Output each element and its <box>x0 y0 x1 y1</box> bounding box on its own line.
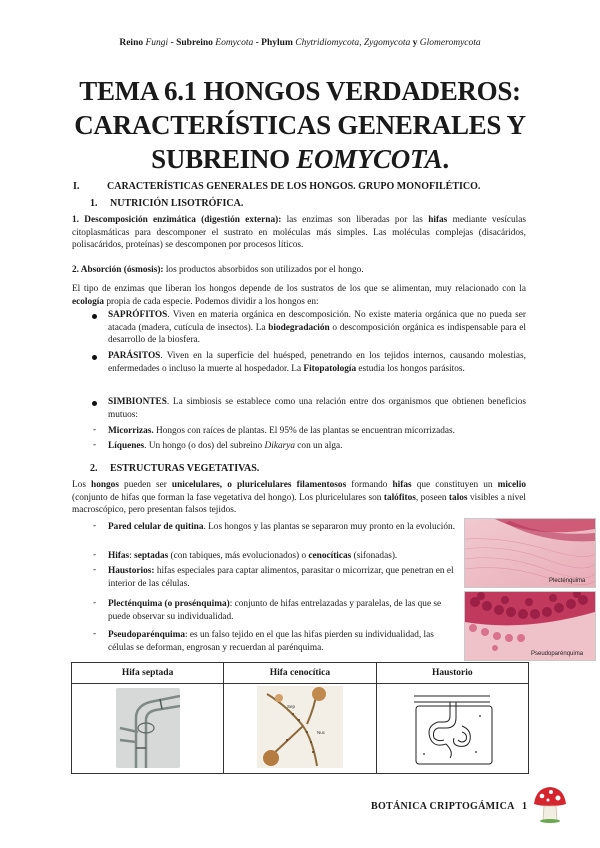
parasitos-text-1: . Viven en la superficie del huésped, penetrando en los tejidos internos, causando molestias, enfermedades o incluso la muerte al hospedador. La <box>108 351 526 374</box>
table-cell-haustorio <box>376 684 528 774</box>
haustorios-label: Haustorios: <box>108 566 155 576</box>
pared-text: . Los hongos y las plantas se separaron muy pronto en la evolución. <box>203 522 455 532</box>
item-haustorios <box>108 565 456 590</box>
digestion-text-2: mediante vesículas citoplasmáticas para descomponer el sustrato en moléculas más simples. Las moléculas complejas (disacáridos, polisacáridos, proteínas) se descomponen por procesos líticos. <box>72 215 527 251</box>
paragraph-absorcion <box>72 264 526 277</box>
estructuras-talofitos: talófitos <box>383 492 416 503</box>
pseudoparenquima-text: : es un falso tejido en el que las hifas pierden su individualidad, las células se deforman, engrosan y recuerdan al parénquima. <box>108 630 434 653</box>
table-header-cenocitica: Hifa cenocítica <box>224 663 376 684</box>
estructuras-t4: que constituyen un <box>411 480 498 490</box>
hifa-septada-image <box>116 688 180 768</box>
estructuras-uni: unicelulares, o pluricelulares filamentosos <box>171 480 347 490</box>
hifas-septadas: septadas <box>134 551 169 561</box>
micorrizas-text: Hongos con raíces de plantas. El 95% de las plantas se encuentran micorrizadas. <box>153 426 455 436</box>
estructuras-t1: Los <box>72 480 92 490</box>
enzimas-text-1: El tipo de enzimas que liberan los hongos depende de los sustratos de los que se alimentan, muy relacionado con la <box>72 284 526 294</box>
estructuras-hongos: hongos <box>91 480 119 490</box>
header-subreino: Eomycota <box>215 38 254 48</box>
liquenes-label: Líquenes <box>108 441 145 451</box>
plectenquima-photo <box>464 518 596 588</box>
subsection-text: ESTRUCTURAS VEGETATIVAS. <box>110 463 260 474</box>
absorcion-text: los productos absorbidos son utilizados por el hongo. <box>163 265 364 275</box>
item-hifas <box>108 550 458 563</box>
plectenquima-text: : conjunto de hifas entrelazadas y paralelas, de las que se puede observar su individualidad. <box>108 599 442 622</box>
digestion-hifas: hifas <box>428 215 448 225</box>
enzimas-text-2: propia de cada especie. Podemos dividir a los hongos en: <box>104 296 319 307</box>
parasitos-label: PARÁSITOS <box>108 351 161 361</box>
table-cell-cenocitica <box>224 684 376 774</box>
enzimas-ecologia: ecología <box>72 296 105 307</box>
hifas-table <box>71 662 529 774</box>
title-line-3a: SUBREINO <box>151 144 290 174</box>
item-pseudoparenquima <box>108 629 456 654</box>
simbiontes-label: SIMBIONTES <box>108 397 167 407</box>
hifas-label: Hifas <box>108 551 130 561</box>
dash-marker: - <box>93 425 97 435</box>
simbiontes-text: . La simbiosis se establece como una relación entre dos organismos que obtienen beneficios mutuos: <box>108 397 526 420</box>
title-line-3c: . <box>442 144 449 174</box>
bullet-dot <box>92 314 97 319</box>
pseudoparenquima-image <box>465 592 595 660</box>
paragraph-digestion <box>72 214 526 252</box>
page-number: 1 <box>522 801 527 812</box>
estructuras-t2: pueden ser <box>118 480 172 490</box>
running-header <box>0 38 600 48</box>
section-text: CARACTERÍSTICAS GENERALES DE LOS HONGOS. GRUPO MONOFILÉTICO. <box>107 181 481 192</box>
bullet-parasitos <box>108 350 526 375</box>
hifas-cenociticas: cenocíticas <box>308 551 352 561</box>
mushroom-icon <box>532 784 568 829</box>
absorcion-label: 2. Absorción (ósmosis): <box>72 265 164 275</box>
estructuras-t3: formando <box>346 480 393 490</box>
subsection-number: 1. <box>90 198 98 209</box>
subsection-heading-2 <box>90 463 259 474</box>
pared-label: Pared celular de quitina <box>108 522 204 532</box>
parasitos-fito: Fitopatología <box>303 363 357 374</box>
title-line-2: CARACTERÍSTICAS GENERALES Y <box>74 110 526 140</box>
estructuras-t6: , poseen <box>415 492 449 503</box>
pseudoparenquima-caption: Pseudoparénquima <box>531 651 584 657</box>
subsection-heading-1 <box>90 198 243 209</box>
micorrizas-label: Micorrizas. <box>108 426 154 436</box>
parasitos-text-2: estudia los hongos parásitos. <box>356 363 465 374</box>
pseudoparenquima-label: Pseudoparénquima <box>108 630 185 640</box>
haustorio-image <box>410 686 494 768</box>
plectenquima-caption: Plecténquima <box>549 578 586 584</box>
header-phylum-label: - Phylum <box>255 38 293 48</box>
dash-marker: - <box>93 598 97 608</box>
item-plectenquima <box>108 598 456 623</box>
dash-marker: - <box>93 565 97 575</box>
mushroom-logo <box>532 784 568 824</box>
liquenes-text-2: con un alga. <box>294 441 343 451</box>
estructuras-t7: visibles a nivel macroscópico, pero presentan falsos tejidos. <box>72 492 526 516</box>
section-heading-1 <box>73 181 480 192</box>
header-phylum-last: Glomeromycota <box>419 38 481 48</box>
dash-marker: - <box>93 550 97 560</box>
header-reino-label: Reino <box>119 38 144 48</box>
dash-marker: - <box>93 521 97 531</box>
cenocitica-label-n: Nuc <box>316 730 325 735</box>
subsection-text: NUTRICIÓN LISOTRÓFICA. <box>110 198 244 209</box>
estructuras-talos: talos <box>448 492 468 503</box>
liquenes-text-1: . Un hongo (o dos) del subreino <box>144 441 265 451</box>
title-line-1: TEMA 6.1 HONGOS VERDADEROS: <box>79 76 521 106</box>
paragraph-enzimas <box>72 283 526 308</box>
hifas-t1: : <box>129 551 135 561</box>
cenocitica-label-s: Sep <box>286 704 295 709</box>
title-line-3 <box>40 142 560 176</box>
dash-marker: - <box>93 440 97 450</box>
subsection-number: 2. <box>90 463 98 474</box>
title-line-3b: EOMYCOTA <box>296 144 443 174</box>
header-reino: Fungi <box>145 38 169 48</box>
saprofitos-label: SAPRÓFITOS <box>108 310 168 320</box>
digestion-label: 1. Descomposición enzimática (digestión externa): <box>72 215 282 225</box>
header-subreino-label: - Subreino <box>170 38 213 48</box>
page-title <box>40 74 560 176</box>
footer-title: BOTÁNICA CRIPTOGÁMICA <box>371 801 515 812</box>
hifas-t2: (con tabiques, más evolucionados) o <box>168 551 309 561</box>
plectenquima-image <box>465 519 595 587</box>
hifas-t3: (sifonadas). <box>351 551 398 561</box>
dash-marker: - <box>93 629 97 639</box>
bullet-dot <box>92 355 97 360</box>
digestion-text-1: las enzimas son liberadas por las <box>281 215 429 225</box>
item-liquenes <box>108 440 526 453</box>
saprofitos-text-2: o descomposición orgánica es indispensable para el desarrollo de la biosfera. <box>108 322 527 346</box>
estructuras-hifas: hifas <box>392 480 412 490</box>
liquenes-dikarya: Dikarya <box>264 441 295 451</box>
estructuras-t5: (conjunto de hifas que forman la fase vegetativa del hongo). Los pluricelulares son <box>72 492 384 503</box>
header-phyla: Chytridiomycota, Zygomycota <box>295 38 411 48</box>
table-cell-septada <box>72 684 224 774</box>
bullet-dot <box>92 401 97 406</box>
hifa-cenocitica-image <box>257 686 343 768</box>
plectenquima-label: Plecténquima (o prosénquima) <box>108 599 230 609</box>
estructuras-micelio: micelio <box>497 480 526 490</box>
item-micorrizas <box>108 425 526 438</box>
table-header-haustorio: Haustorio <box>376 663 528 684</box>
pseudoparenquima-photo <box>464 591 596 661</box>
paragraph-estructuras <box>72 479 526 517</box>
saprofitos-text-1: . Viven en materia orgánica en descomposición. No existe materia orgánica que no pueda ser atacada (madera, cutícula de insectos). La <box>108 310 526 333</box>
item-pared <box>108 521 456 534</box>
saprofitos-bio: biodegradación <box>268 322 330 333</box>
bullet-simbiontes <box>108 396 526 421</box>
header-y: y <box>412 38 418 48</box>
haustorios-text: hifas especiales para captar alimentos, parasitar o micorrizar, que penetran en el interior de las células. <box>108 566 454 589</box>
section-number: I. <box>73 181 80 192</box>
bullet-saprofitos <box>108 309 526 347</box>
table-header-septada: Hifa septada <box>72 663 224 684</box>
